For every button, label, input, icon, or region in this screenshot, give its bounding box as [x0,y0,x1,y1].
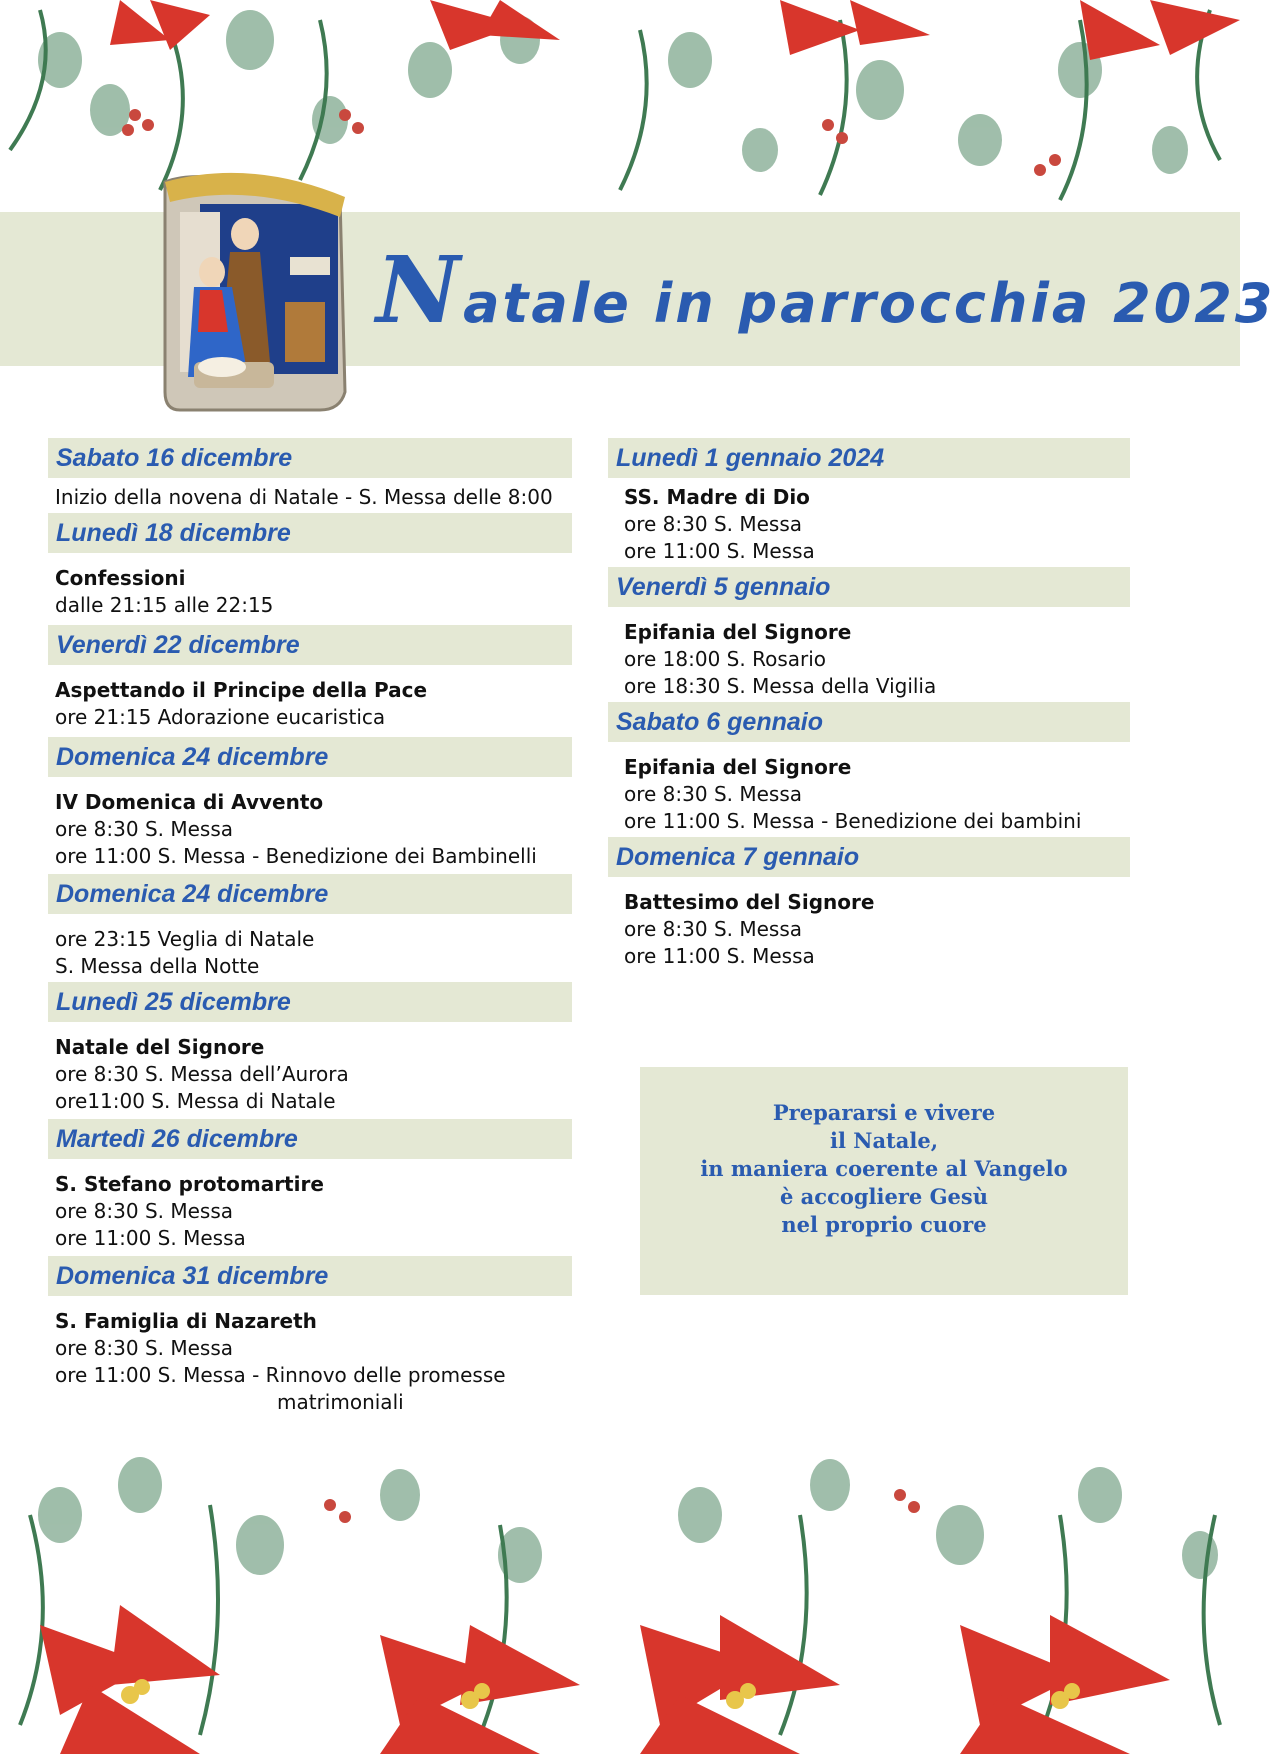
page-title-text: atale in parrocchia [463,272,1114,335]
schedule-right-column [608,438,1130,970]
schedule-line: ore 8:30 S. Messa [55,1336,234,1360]
day-details [48,1022,572,1115]
schedule-line: ore 11:00 S. Messa - Benedizione dei bambini [624,809,1082,833]
day-title: S. Famiglia di Nazareth [55,1309,317,1333]
day-title: Epifania del Signore [624,620,852,644]
schedule-left-column [48,438,572,1416]
nativity-scene-icon [160,162,350,412]
day-heading: Domenica 24 dicembre [48,737,572,777]
schedule-day [48,1256,572,1416]
day-details [48,777,572,870]
schedule-line: ore 8:30 S. Messa [624,917,803,941]
schedule-line: ore 18:30 S. Messa della Vigilia [624,674,937,698]
quote-line: nel proprio cuore [781,1212,987,1237]
day-details [608,742,1130,835]
schedule-line: ore 11:00 S. Messa - Rinnovo delle promesse [55,1363,506,1387]
schedule-day [48,438,572,511]
day-heading: Domenica 24 dicembre [48,874,572,914]
schedule-day [48,874,572,980]
schedule-day [608,837,1130,970]
schedule-line: ore 8:30 S. Messa [624,782,803,806]
schedule-day [48,513,572,619]
schedule-line: ore 8:30 S. Messa [55,1199,234,1223]
schedule-line: ore 11:00 S. Messa [624,539,815,563]
day-details [48,1159,572,1252]
day-title: IV Domenica di Avvento [55,790,324,814]
schedule-day [608,438,1130,565]
schedule-line-continuation: matrimoniali [277,1390,404,1414]
day-heading: Venerdì 5 gennaio [608,567,1130,607]
schedule-line: ore 11:00 S. Messa - Benedizione dei Bambinelli [55,844,537,868]
quote-text [640,1099,1128,1239]
day-title: Epifania del Signore [624,755,852,779]
day-title: Confessioni [55,566,186,590]
quote-line: in maniera coerente al Vangelo [700,1156,1068,1181]
schedule-line: Inizio della novena di Natale - S. Messa delle 8:00 [55,485,553,509]
day-title: Battesimo del Signore [624,890,875,914]
day-details [608,478,1130,565]
quote-box [640,1067,1128,1295]
page-title [376,236,1275,344]
schedule-day [608,702,1130,835]
quote-line: Prepararsi e vivere [772,1100,996,1125]
day-title: Natale del Signore [55,1035,265,1059]
day-heading: Lunedì 18 dicembre [48,513,572,553]
floral-border-bottom-icon [0,1425,1240,1754]
schedule-line: ore 21:15 Adorazione eucaristica [55,705,386,729]
schedule-line: ore 11:00 S. Messa [624,944,815,968]
day-heading: Lunedì 1 gennaio 2024 [608,438,1130,478]
schedule-line: dalle 21:15 alle 22:15 [55,593,274,617]
schedule-line: ore 18:00 S. Rosario [624,647,827,671]
schedule-line: S. Messa della Notte [55,954,260,978]
schedule-line: ore 11:00 S. Messa [55,1226,246,1250]
day-heading: Martedì 26 dicembre [48,1119,572,1159]
day-details [48,665,572,731]
schedule-line: ore 23:15 Veglia di Natale [55,927,315,951]
schedule-day [48,1119,572,1252]
schedule-line: ore11:00 S. Messa di Natale [55,1089,336,1113]
quote-line: il Natale, [829,1128,939,1153]
day-heading: Domenica 31 dicembre [48,1256,572,1296]
day-title: SS. Madre di Dio [624,485,810,509]
day-heading: Sabato 16 dicembre [48,438,572,478]
schedule-day [48,737,572,870]
day-details [48,914,572,980]
day-title: S. Stefano protomartire [55,1172,324,1196]
schedule-line: ore 8:30 S. Messa [55,817,234,841]
day-heading: Sabato 6 gennaio [608,702,1130,742]
page-title-initial: N [376,236,464,344]
day-details [48,478,572,511]
quote-line: è accogliere Gesù [780,1184,988,1209]
schedule-day [608,567,1130,700]
schedule-line: ore 8:30 S. Messa [624,512,803,536]
day-heading: Domenica 7 gennaio [608,837,1130,877]
day-heading: Lunedì 25 dicembre [48,982,572,1022]
day-heading: Venerdì 22 dicembre [48,625,572,665]
day-details [608,607,1130,700]
schedule-day [48,625,572,731]
day-details [48,553,572,619]
day-title: Aspettando il Principe della Pace [55,678,428,702]
day-details [48,1296,572,1416]
schedule-line: ore 8:30 S. Messa dell’Aurora [55,1062,349,1086]
page-title-year: 2023 [1113,272,1275,335]
day-details [608,877,1130,970]
schedule-day [48,982,572,1115]
